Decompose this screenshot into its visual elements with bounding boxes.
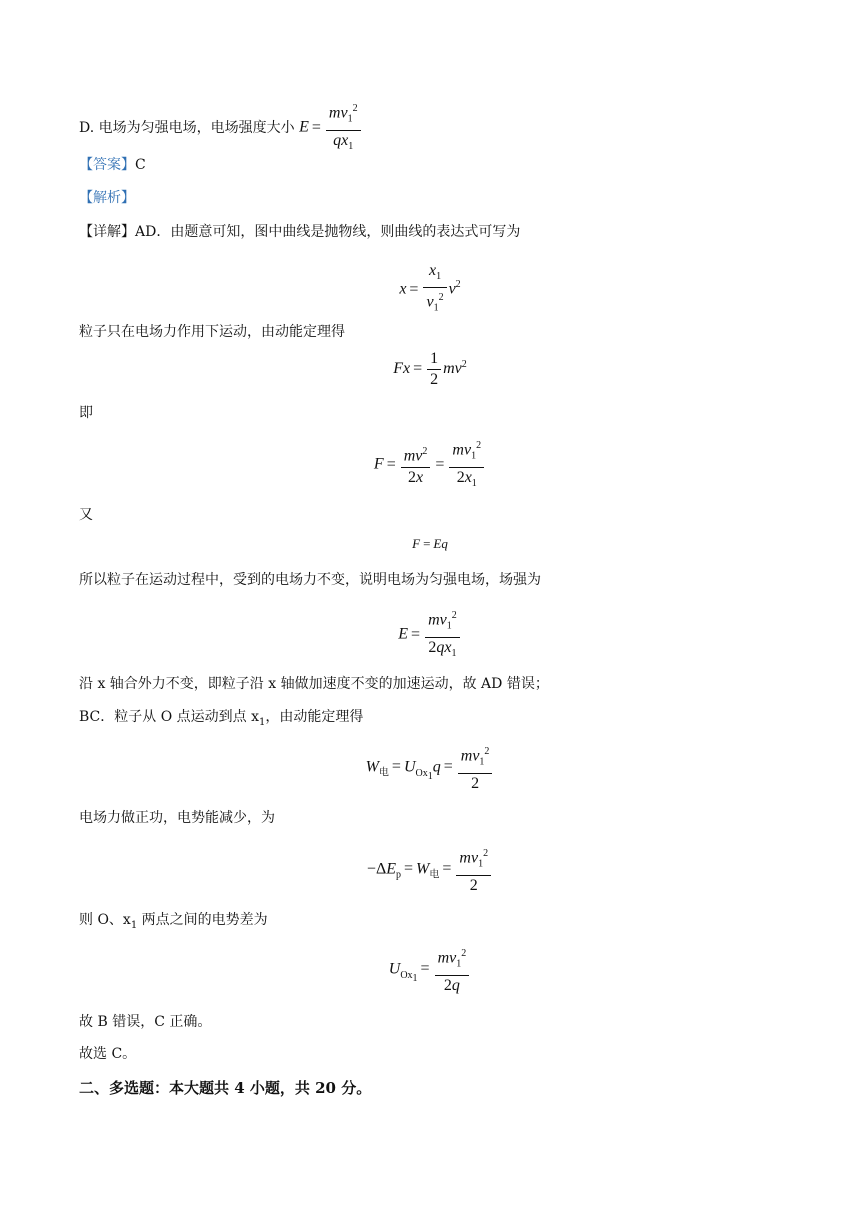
paragraph-2: 即 [79, 405, 93, 421]
paragraph-7: 电场力做正功，电势能减少，为 [79, 810, 275, 826]
paragraph-3: 又 [79, 507, 93, 523]
paragraph-6-suffix: ，由动能定理得 [265, 709, 364, 725]
answer-line [79, 155, 146, 175]
equation-potential-energy: $-\Delta E_p = W_电$ = $\frac{mv_1^2}{2}$ [0, 845, 860, 895]
equation-potential-difference: $U_{Ox_1}=$ $\frac{mv_1^2}{2q}$ [0, 945, 860, 995]
section-heading: 二、多选题：本大题共 4 小题，共 20 分。 [79, 1079, 372, 1097]
paragraph-9: 故 B 错误，C 正确。 [79, 1014, 212, 1030]
option-d-text: D. 电场为匀强电场，电场强度大小 [79, 119, 295, 136]
paragraph-6-sub: 1 [258, 716, 266, 728]
paragraph-8 [79, 910, 268, 936]
equation-f-eq: F = Eq [412, 536, 448, 551]
paragraph-6 [79, 707, 363, 733]
equation-force: F = $\frac{mv^2}{2x}$ = $\frac{mv_1^2}{2x_1}$ [0, 437, 860, 493]
option-d-formula: E = $\frac{mv_1^2}{qx_1}$ [299, 100, 362, 156]
paragraph-5: 沿 x 轴合外力不变，即粒子沿 x 轴做加速度不变的加速运动，故 AD 错误； [79, 676, 549, 692]
paragraph-4: 所以粒子在运动过程中，受到的电场力不变，说明电场为匀强电场，场强为 [79, 572, 541, 588]
equation-field-strength: E = $\frac{mv_1^2}{2qx_1}$ [0, 607, 860, 663]
paragraph-8-suffix: 两点之间的电势差为 [137, 912, 268, 928]
option-d [79, 100, 363, 156]
detail-label: 【详解】 [79, 224, 135, 240]
detail-line [79, 222, 520, 242]
equation-kinetic-energy: Fx = $\frac{1}{2}$ $mv^2$ [393, 350, 467, 388]
analysis-label: 【解析】 [79, 190, 135, 206]
paragraph-8-sub: 1 [130, 919, 138, 931]
paragraph-6-prefix: BC．粒子从 O 点运动到点 x [79, 709, 259, 725]
answer-label: 【答案】 [79, 157, 135, 173]
equation-parabola: x = $\frac{x_1}{v_1^2}$ $v^2$ [399, 262, 461, 314]
equation-work: $W_电 = U_{Ox_1}q$ = $\frac{mv_1^2}{2}$ [0, 743, 860, 793]
paragraph-10: 故选 C。 [79, 1046, 137, 1062]
detail-text: AD．由题意可知，图中曲线是抛物线，则曲线的表达式可写为 [135, 224, 521, 240]
answer-value: C [135, 157, 146, 173]
paragraph-1: 粒子只在电场力作用下运动，由动能定理得 [79, 324, 345, 340]
paragraph-8-prefix: 则 O、x [79, 912, 131, 928]
